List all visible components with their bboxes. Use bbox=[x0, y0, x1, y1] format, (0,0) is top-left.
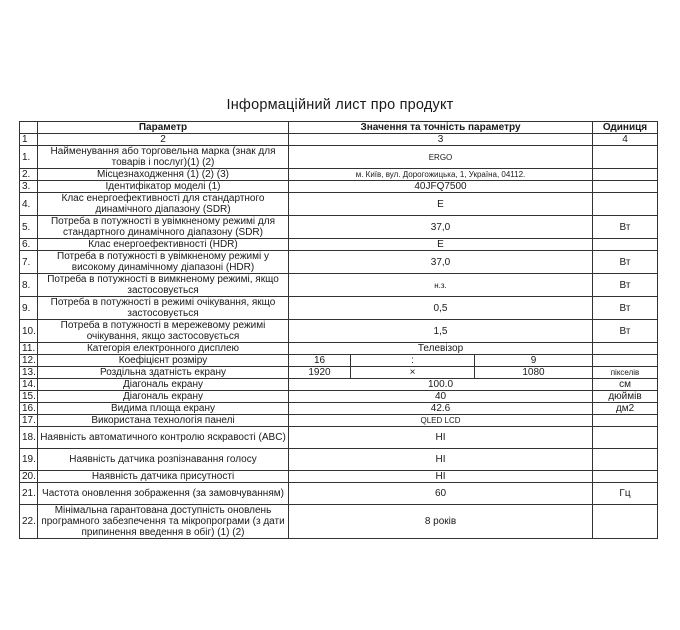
product-info-table bbox=[19, 121, 658, 539]
table-row: 11. Категорія електронного дисплею Телевізор bbox=[20, 343, 658, 355]
table-row: 3. Ідентифікатор моделі (1) 40JFQ7500 bbox=[20, 181, 658, 193]
header-unit: Одиниця bbox=[593, 122, 658, 134]
table-row: 1. Найменування або торговельна марка (знак для товарів і послуг)(1) (2) ERGO bbox=[20, 146, 658, 169]
document-title: Інформаційний лист про продукт bbox=[226, 97, 454, 113]
table-row: 15. Діагональ екрану 40 дюймів bbox=[20, 391, 658, 403]
table-row: 22. Мінімальна гарантована доступність оновлень програмного забезпечення та мікропрограми (з дати припинення введення в обіг) (1) (2) 8 років bbox=[20, 505, 658, 539]
table-header-row bbox=[20, 122, 658, 134]
header-param: Параметр bbox=[38, 122, 289, 134]
table-row: 17. Використана технологія панелі QLED LCD bbox=[20, 415, 658, 427]
table-row: 10. Потреба в потужності в мережевому режимі очікування, якщо застосовується 1,5 Вт bbox=[20, 320, 658, 343]
table-row: 2. Місцезнаходження (1) (2) (3) м. Київ, вул. Дорогожицька, 1, Україна, 04112. bbox=[20, 169, 658, 181]
table-row: 19. Наявність датчика розпізнавання голосу НІ bbox=[20, 449, 658, 471]
table-row: 5. Потреба в потужності в увімкненому режимі для стандартного динамічного діапазону (SDR) 37,0 Вт bbox=[20, 216, 658, 239]
table-row: 8. Потреба в потужності в вимкненому режимі, якщо застосовується н.з. Вт bbox=[20, 274, 658, 297]
table-row: 16. Видима площа екрану 42.6 дм2 bbox=[20, 403, 658, 415]
table-row: 21. Частота оновлення зображення (за замовчуванням) 60 Гц bbox=[20, 483, 658, 505]
table-row: 18. Наявність автоматичного контролю яскравості (ABC) НІ bbox=[20, 427, 658, 449]
table-row: 20. Наявність датчика присутності НІ bbox=[20, 471, 658, 483]
table-row: 14. Діагональ екрану 100.0 см bbox=[20, 379, 658, 391]
table-row: 6. Клас енергоефективності (HDR) E bbox=[20, 239, 658, 251]
table-row: 13. Роздільна здатність екрану 1920 × 1080 пікселів bbox=[20, 367, 658, 379]
index-row: 1 2 3 4 bbox=[20, 134, 658, 146]
table-row: 9. Потреба в потужності в режимі очікування, якщо застосовується 0,5 Вт bbox=[20, 297, 658, 320]
table-row: 12. Коефіцієнт розміру 16 : 9 bbox=[20, 355, 658, 367]
table-row: 7. Потреба в потужності в увімкненому режимі у високому динамічному діапазоні (HDR) 37,0 Вт bbox=[20, 251, 658, 274]
table-row: 4. Клас енергоефективності для стандартного динамічного діапазону (SDR) E bbox=[20, 193, 658, 216]
header-value: Значення та точність параметру bbox=[289, 122, 593, 134]
